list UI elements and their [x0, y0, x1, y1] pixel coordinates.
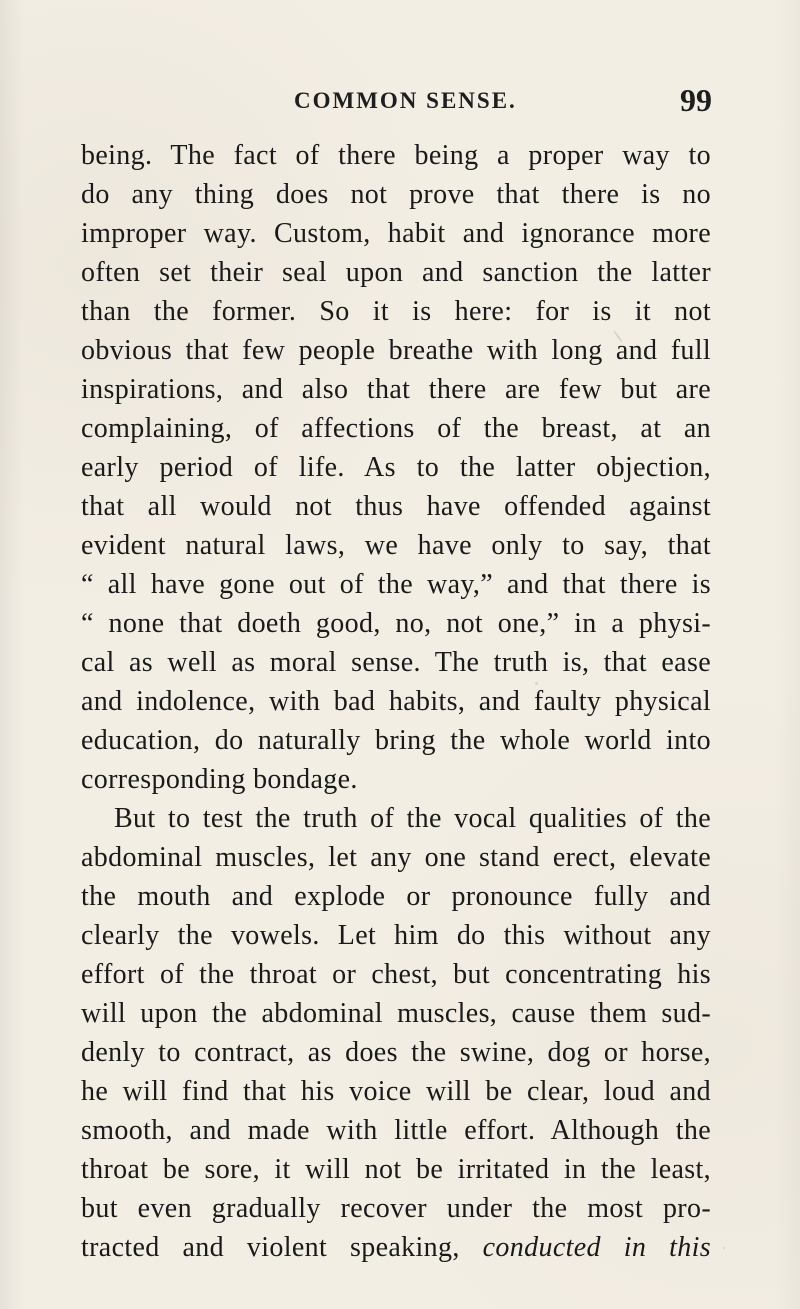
text-line: early period of life. As to the latter objection,: [81, 452, 711, 483]
text-line: he will find that his voice will be clear, loud and: [81, 1076, 711, 1107]
text-line: abdominal muscles, let any one stand erect, elevate: [81, 842, 711, 873]
text-line: corresponding bondage.: [81, 764, 358, 795]
text-line: often set their seal upon and sanction the latter: [81, 257, 711, 288]
text-line: “ all have gone out of the way,” and that there is: [81, 569, 711, 600]
text-line: improper way. Custom, habit and ignorance more: [81, 218, 711, 249]
body-text: [81, 136, 711, 1267]
text-line: than the former. So it is here: for is it not: [81, 296, 711, 327]
text-line: being. The fact of there being a proper way to: [81, 140, 711, 171]
running-head: COMMON SENSE.: [294, 88, 517, 113]
text-line: smooth, and made with little effort. Although the: [81, 1115, 711, 1146]
paper-speck: [723, 1247, 725, 1249]
text-line: the mouth and explode or pronounce fully and: [81, 881, 711, 912]
text-line-italic: conducted in this: [482, 1232, 712, 1263]
page-header: [0, 82, 800, 124]
text-line-roman: tracted and violent speaking,: [81, 1232, 460, 1263]
text-line: clearly the vowels. Let him do this without any: [81, 920, 711, 951]
paragraph-1: [81, 136, 711, 799]
text-line: will upon the abdominal muscles, cause them sud-: [81, 998, 711, 1029]
text-line: inspirations, and also that there are few but are: [81, 374, 711, 405]
text-line: that all would not thus have offended against: [81, 491, 711, 522]
text-line: but even gradually recover under the most pro-: [81, 1193, 711, 1224]
text-line: evident natural laws, we have only to say, that: [81, 530, 711, 561]
text-line: education, do naturally bring the whole world into: [81, 725, 711, 756]
text-line: and indolence, with bad habits, and faulty physical: [81, 686, 711, 717]
text-line: effort of the throat or chest, but concentrating his: [81, 959, 711, 990]
paper-speck: [535, 682, 538, 685]
text-line: complaining, of affections of the breast, at an: [81, 413, 711, 444]
text-line: But to test the truth of the vocal qualities of the: [114, 803, 711, 834]
text-line: throat be sore, it will not be irritated in the least,: [81, 1154, 711, 1185]
text-line: denly to contract, as does the swine, dog or horse,: [81, 1037, 711, 1068]
text-line: do any thing does not prove that there is no: [81, 179, 711, 210]
text-line: cal as well as moral sense. The truth is, that ease: [81, 647, 711, 678]
text-line: obvious that few people breathe with long and full: [81, 335, 711, 366]
last-text-line: [81, 1228, 711, 1267]
page-number: 99: [680, 82, 712, 118]
text-line: “ none that doeth good, no, not one,” in a physi-: [81, 608, 711, 639]
paragraph-2: [81, 799, 711, 1267]
